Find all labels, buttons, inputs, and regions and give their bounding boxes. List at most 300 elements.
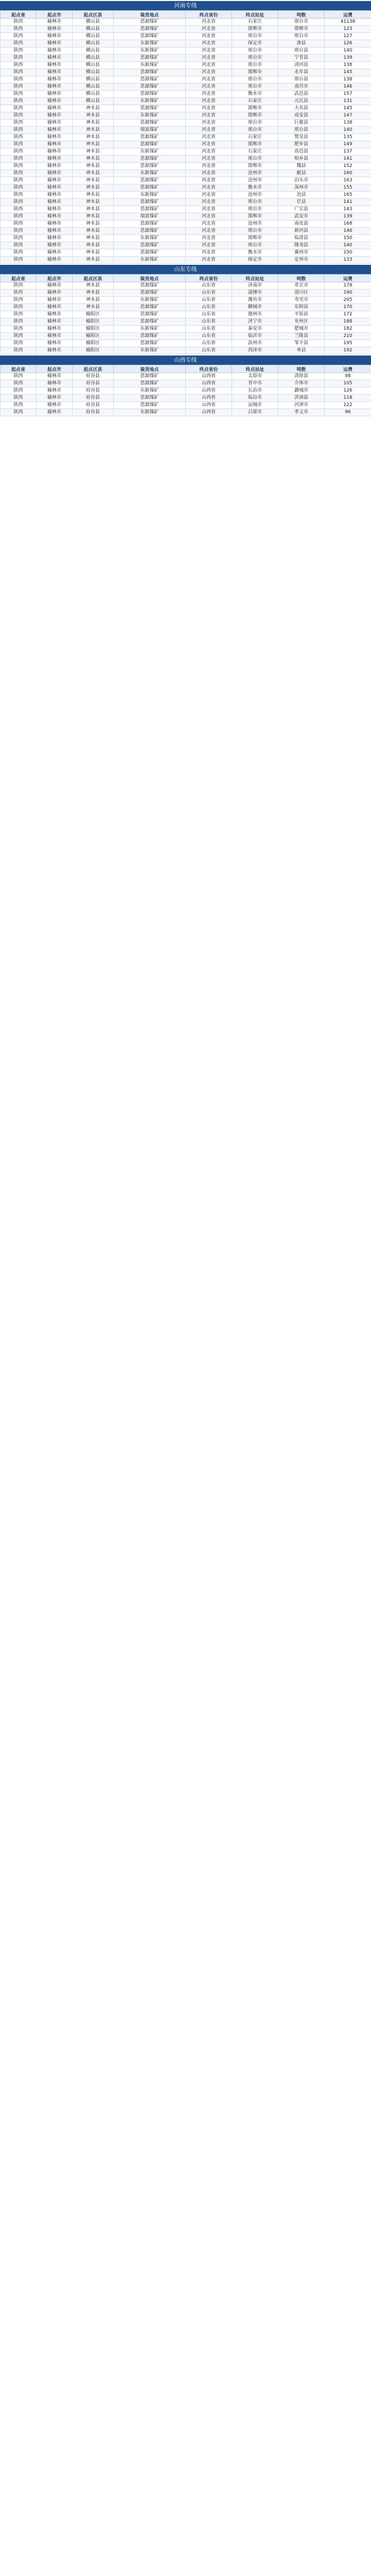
- table-cell: 陕西: [1, 19, 37, 26]
- table-cell: 陕西: [1, 163, 37, 170]
- table-cell: 河北省: [186, 76, 232, 83]
- column-header: 起点市: [37, 275, 73, 282]
- section-title: 河南专线: [0, 0, 371, 10]
- table-cell: 沧县: [278, 192, 325, 199]
- table-cell: 邢台市: [232, 76, 278, 83]
- table-cell: 131: [325, 98, 371, 105]
- table-cell: 122: [325, 402, 371, 409]
- table-cell: 邢台市: [232, 206, 278, 213]
- table-cell: 神木县: [73, 257, 114, 264]
- table-row: [1, 395, 371, 402]
- table-row: [1, 402, 371, 409]
- table-cell: 石家庄: [232, 98, 278, 105]
- table-cell: 陕西: [1, 76, 37, 83]
- table-cell: 陕西: [1, 47, 37, 55]
- table-cell: 思源煤矿: [114, 26, 186, 33]
- table-cell: 155: [325, 184, 371, 192]
- table-cell: 武安市: [278, 213, 325, 221]
- table-cell: 192: [325, 347, 371, 354]
- table-cell: 榆林市: [37, 304, 73, 311]
- table-cell: 邢台市: [278, 33, 325, 40]
- table-cell: 邢台市: [232, 33, 278, 40]
- table-cell: 147: [325, 112, 371, 120]
- table-cell: 元氏县: [278, 98, 325, 105]
- table-cell: 邯郸市: [232, 26, 278, 33]
- table-row: [1, 76, 371, 83]
- table-cell: 东新煤矿: [114, 98, 186, 105]
- table-row: [1, 127, 371, 134]
- table-cell: 143: [325, 206, 371, 213]
- table-cell: 118: [325, 395, 371, 402]
- table-cell: 思源煤矿: [114, 83, 186, 91]
- table-cell: 榆林市: [37, 297, 73, 304]
- table-row: [1, 333, 371, 340]
- table-cell: 横山县: [73, 98, 114, 105]
- table-cell: 东新煤矿: [114, 347, 186, 354]
- table-cell: 榆林市: [37, 257, 73, 264]
- table-cell: 榆林市: [37, 69, 73, 76]
- table-cell: 神木县: [73, 163, 114, 170]
- table-cell: 榆林市: [37, 120, 73, 127]
- table-cell: 神木县: [73, 290, 114, 297]
- table-cell: 榆林市: [37, 141, 73, 148]
- table-cell: 榆林市: [37, 192, 73, 199]
- table-cell: 河北省: [186, 55, 232, 62]
- table-cell: 邹平县: [278, 340, 325, 347]
- column-header: 运费: [325, 365, 371, 373]
- table-cell: 榆林市: [37, 282, 73, 290]
- table-cell: 河津市: [278, 402, 325, 409]
- table-cell: 山西省: [186, 373, 232, 380]
- table-cell: 陕西: [1, 134, 37, 141]
- table-cell: 定州市: [278, 257, 325, 264]
- table-cell: 河北省: [186, 40, 232, 47]
- table-row: [1, 120, 371, 127]
- table-cell: 府谷县: [73, 373, 114, 380]
- table-cell: 邯郸市: [232, 112, 278, 120]
- table-cell: 山东省: [186, 347, 232, 354]
- table-cell: 山东省: [186, 333, 232, 340]
- table-cell: 滨州市: [232, 340, 278, 347]
- table-cell: 126: [325, 387, 371, 395]
- table-cell: 山东省: [186, 326, 232, 333]
- table-cell: 泰安市: [232, 326, 278, 333]
- table-cell: 96: [325, 409, 371, 416]
- table-row: [1, 62, 371, 69]
- table-row: [1, 221, 371, 228]
- table-cell: 陕西: [1, 98, 37, 105]
- table-cell: 神木县: [73, 304, 114, 311]
- table-cell: 河北省: [186, 235, 232, 242]
- table-cell: 邢台市: [232, 55, 278, 62]
- table-cell: 晋中市: [232, 380, 278, 387]
- table-cell: 神木县: [73, 213, 114, 221]
- column-header: 终点站址: [232, 275, 278, 282]
- table-cell: 思源煤矿: [114, 380, 186, 387]
- table-cell: 河北省: [186, 257, 232, 264]
- table-cell: 127: [325, 33, 371, 40]
- table-cell: 126: [325, 40, 371, 47]
- table-cell: 介休市: [278, 380, 325, 387]
- table-cell: 榆林市: [37, 184, 73, 192]
- table-cell: 思源煤矿: [114, 242, 186, 249]
- table-cell: 138: [325, 62, 371, 69]
- table-cell: 河北省: [186, 47, 232, 55]
- table-cell: 陕西: [1, 184, 37, 192]
- table-cell: 榆林市: [37, 76, 73, 83]
- table-cell: 榆林市: [37, 83, 73, 91]
- table-cell: 赞皇县: [278, 134, 325, 141]
- table-cell: 献县: [278, 170, 325, 177]
- table-cell: 思源煤矿: [114, 395, 186, 402]
- table-cell: 保定市: [232, 257, 278, 264]
- table-row: [1, 290, 371, 297]
- table-cell: 神木县: [73, 184, 114, 192]
- table-cell: 榆林市: [37, 33, 73, 40]
- table-cell: 神木县: [73, 206, 114, 213]
- table-cell: 陕西: [1, 156, 37, 163]
- table-cell: 东新煤矿: [114, 257, 186, 264]
- table-cell: 隆尧县: [278, 242, 325, 249]
- table-cell: 思源煤矿: [114, 249, 186, 257]
- table-cell: 河北省: [186, 163, 232, 170]
- table-cell: 任县: [278, 199, 325, 206]
- table-row: [1, 206, 371, 213]
- table-cell: 榆林市: [37, 213, 73, 221]
- table-cell: 榆林市: [37, 228, 73, 235]
- table-cell: 武邑县: [278, 91, 325, 98]
- table-cell: 东新煤矿: [114, 387, 186, 395]
- table-cell: 广宗县: [278, 206, 325, 213]
- table-cell: 陕西: [1, 192, 37, 199]
- table-cell: 陕西: [1, 213, 37, 221]
- table-cell: 榆林市: [37, 112, 73, 120]
- table-cell: 兖州区: [278, 318, 325, 326]
- table-cell: 神木县: [73, 235, 114, 242]
- table-cell: 陕西: [1, 340, 37, 347]
- table-row: [1, 112, 371, 120]
- table-cell: 邢台市: [232, 228, 278, 235]
- table-cell: 山东省: [186, 304, 232, 311]
- table-cell: 陕西: [1, 311, 37, 318]
- table-cell: 东新煤矿: [114, 326, 186, 333]
- table-cell: 思源煤矿: [114, 228, 186, 235]
- table-cell: 思源煤矿: [114, 290, 186, 297]
- table-cell: 邢台县: [278, 127, 325, 134]
- table-row: [1, 297, 371, 304]
- table-cell: 石家庄: [232, 148, 278, 156]
- table-cell: 神木县: [73, 127, 114, 134]
- freight-table: [0, 274, 371, 354]
- column-header: 终点站址: [232, 365, 278, 373]
- table-cell: 140: [325, 127, 371, 134]
- table-cell: 肥城市: [278, 326, 325, 333]
- table-cell: 河北省: [186, 148, 232, 156]
- table-cell: 神木县: [73, 141, 114, 148]
- table-cell: 临沂市: [232, 333, 278, 340]
- table-cell: 思源煤矿: [114, 19, 186, 26]
- table-cell: 陕西: [1, 380, 37, 387]
- table-cell: 榆阳区: [73, 326, 114, 333]
- table-cell: 河北省: [186, 170, 232, 177]
- table-row: [1, 304, 371, 311]
- column-header: 终点省份: [186, 365, 232, 373]
- table-cell: 思源煤矿: [114, 134, 186, 141]
- column-header: 起点区县: [73, 11, 114, 19]
- table-cell: 157: [325, 91, 371, 98]
- table-cell: 陕西: [1, 409, 37, 416]
- column-header: 终点省份: [186, 275, 232, 282]
- table-row: [1, 55, 371, 62]
- table-cell: 石家庄: [232, 19, 278, 26]
- table-cell: 神木县: [73, 112, 114, 120]
- table-cell: 府谷县: [73, 380, 114, 387]
- column-header: 起点市: [37, 11, 73, 19]
- table-cell: 思源煤矿: [114, 206, 186, 213]
- table-cell: 东新煤矿: [114, 297, 186, 304]
- table-cell: 榆林市: [37, 409, 73, 416]
- table-cell: 陕西: [1, 206, 37, 213]
- table-cell: 神木县: [73, 105, 114, 112]
- table-cell: 清徐县: [278, 373, 325, 380]
- table-cell: 横山县: [73, 33, 114, 40]
- table-cell: 陕西: [1, 395, 37, 402]
- table-cell: 陕西: [1, 55, 37, 62]
- table-cell: 陕西: [1, 69, 37, 76]
- table-cell: 陕西: [1, 141, 37, 148]
- table-cell: 133: [325, 257, 371, 264]
- column-header: 终点站址: [232, 11, 278, 19]
- table-cell: 思源煤矿: [114, 282, 186, 290]
- table-cell: 临汾市: [232, 395, 278, 402]
- table-cell: 横山县: [73, 47, 114, 55]
- table-cell: 陕西: [1, 373, 37, 380]
- table-cell: 东新煤矿: [114, 47, 186, 55]
- table-cell: 河北省: [186, 69, 232, 76]
- table-cell: 成安县: [278, 112, 325, 120]
- table-cell: 榆林市: [37, 40, 73, 47]
- table-cell: 陕西: [1, 347, 37, 354]
- table-row: [1, 91, 371, 98]
- table-cell: 190: [325, 290, 371, 297]
- table-cell: 沧州市: [232, 221, 278, 228]
- table-cell: 榆林市: [37, 373, 73, 380]
- table-cell: 榆林市: [37, 170, 73, 177]
- table-cell: 山西省: [186, 395, 232, 402]
- table-cell: 榆林市: [37, 402, 73, 409]
- table-row: [1, 257, 371, 264]
- table-row: [1, 163, 371, 170]
- table-cell: 榆林市: [37, 235, 73, 242]
- table-cell: 巨鹿县: [278, 120, 325, 127]
- table-cell: 东阿县: [278, 304, 325, 311]
- table-cell: 运城市: [232, 402, 278, 409]
- table-cell: 思源煤矿: [114, 91, 186, 98]
- table-cell: 府谷县: [73, 395, 114, 402]
- table-cell: 榆林市: [37, 105, 73, 112]
- table-cell: 河北省: [186, 199, 232, 206]
- table-cell: 大名县: [278, 105, 325, 112]
- table-cell: 210: [325, 333, 371, 340]
- table-cell: 思源煤矿: [114, 340, 186, 347]
- table-cell: 魏县: [278, 163, 325, 170]
- table-cell: 榆林市: [37, 26, 73, 33]
- section-title: 山西专线: [0, 354, 371, 365]
- table-cell: 河北省: [186, 206, 232, 213]
- table-cell: 139: [325, 55, 371, 62]
- table-cell: 河北省: [186, 156, 232, 163]
- table-cell: 寿光市: [278, 297, 325, 304]
- table-cell: 榆阳区: [73, 347, 114, 354]
- table-cell: 140: [325, 242, 371, 249]
- column-header: 装货地点: [114, 11, 186, 19]
- table-cell: 榆林市: [37, 340, 73, 347]
- table-cell: 邢台县: [278, 47, 325, 55]
- table-cell: 冀州市: [278, 249, 325, 257]
- table-cell: 山西省: [186, 409, 232, 416]
- table-cell: 陕西: [1, 105, 37, 112]
- table-cell: 152: [325, 163, 371, 170]
- table-cell: 神木县: [73, 199, 114, 206]
- table-cell: 榆林市: [37, 395, 73, 402]
- column-header: 装货地点: [114, 365, 186, 373]
- table-cell: 陕西: [1, 83, 37, 91]
- table-cell: 思源煤矿: [114, 221, 186, 228]
- table-row: [1, 282, 371, 290]
- table-cell: 神木县: [73, 148, 114, 156]
- table-row: [1, 40, 371, 47]
- table-cell: 菏泽市: [232, 347, 278, 354]
- table-cell: 横山县: [73, 40, 114, 47]
- table-cell: 邢台市: [232, 120, 278, 127]
- table-cell: 思源煤矿: [114, 163, 186, 170]
- column-header: 终点省份: [186, 11, 232, 19]
- table-cell: 兰陵县: [278, 333, 325, 340]
- table-cell: 河北省: [186, 141, 232, 148]
- table-cell: 太原市: [232, 373, 278, 380]
- table-cell: 陕西: [1, 282, 37, 290]
- table-cell: 陕西: [1, 112, 37, 120]
- table-cell: 榆林市: [37, 91, 73, 98]
- table-cell: 榆林市: [37, 134, 73, 141]
- table-cell: 150: [325, 249, 371, 257]
- column-header: 吨数: [278, 11, 325, 19]
- table-cell: 思源煤矿: [114, 55, 186, 62]
- table-cell: 思源煤矿: [114, 156, 186, 163]
- table-cell: 陕西: [1, 91, 37, 98]
- table-cell: 邯郸市: [232, 213, 278, 221]
- freight-table: [0, 365, 371, 416]
- table-row: [1, 380, 371, 387]
- table-cell: 榆林市: [37, 206, 73, 213]
- table-cell: 沧州市: [232, 177, 278, 184]
- table-cell: 神木县: [73, 221, 114, 228]
- table-cell: 榆林市: [37, 242, 73, 249]
- table-cell: 孝义市: [278, 409, 325, 416]
- table-cell: 榆林市: [37, 62, 73, 69]
- table-cell: 河北省: [186, 242, 232, 249]
- table-cell: 邯郸市: [232, 105, 278, 112]
- table-cell: 泊头市: [278, 177, 325, 184]
- table-row: [1, 83, 371, 91]
- table-cell: 邯郸市: [278, 26, 325, 33]
- table-row: [1, 373, 371, 380]
- table-cell: 170: [325, 304, 371, 311]
- table-cell: 陕西: [1, 387, 37, 395]
- table-cell: 永年县: [278, 69, 325, 76]
- table-cell: 149: [325, 141, 371, 148]
- table-cell: 陕西: [1, 402, 37, 409]
- table-cell: 府谷县: [73, 402, 114, 409]
- table-cell: 陕西: [1, 120, 37, 127]
- table-cell: 山东省: [186, 318, 232, 326]
- table-cell: 神木县: [73, 282, 114, 290]
- table-cell: 141: [325, 199, 371, 206]
- table-cell: 清河县: [278, 62, 325, 69]
- table-cell: 河北省: [186, 134, 232, 141]
- table-cell: 东新煤矿: [114, 192, 186, 199]
- table-cell: 河北省: [186, 127, 232, 134]
- table-cell: 山东省: [186, 297, 232, 304]
- table-cell: 榆林市: [37, 19, 73, 26]
- table-row: [1, 347, 371, 354]
- table-cell: 141: [325, 156, 371, 163]
- table-cell: 陕西: [1, 26, 37, 33]
- table-cell: 146: [325, 228, 371, 235]
- column-header: 起点省: [1, 275, 37, 282]
- table-cell: 邢台市: [278, 19, 325, 26]
- table-cell: 石家庄: [232, 134, 278, 141]
- table-row: [1, 228, 371, 235]
- table-cell: 淄川区: [278, 290, 325, 297]
- table-cell: 陕西: [1, 326, 37, 333]
- table-cell: 205: [325, 297, 371, 304]
- table-cell: 沧州市: [232, 192, 278, 199]
- table-cell: 神木县: [73, 156, 114, 163]
- table-cell: 山西省: [186, 387, 232, 395]
- table-cell: 山东省: [186, 340, 232, 347]
- table-row: [1, 98, 371, 105]
- table-cell: 河北省: [186, 221, 232, 228]
- table-cell: 邢台市: [232, 83, 278, 91]
- table-cell: 章丘市: [278, 282, 325, 290]
- table-cell: 临漳县: [278, 235, 325, 242]
- table-cell: 陕西: [1, 249, 37, 257]
- table-row: [1, 26, 371, 33]
- table-cell: 神木县: [73, 177, 114, 184]
- table-cell: 神木县: [73, 297, 114, 304]
- table-cell: 山东省: [186, 311, 232, 318]
- table-cell: 榆林市: [37, 55, 73, 62]
- table-cell: 济南市: [232, 282, 278, 290]
- table-row: [1, 47, 371, 55]
- table-cell: 横山县: [73, 76, 114, 83]
- table-cell: 长治市: [232, 387, 278, 395]
- table-row: [1, 33, 371, 40]
- table-cell: 陕西: [1, 304, 37, 311]
- table-cell: 河北省: [186, 19, 232, 26]
- table-cell: 195: [325, 340, 371, 347]
- table-cell: 思源煤矿: [114, 333, 186, 340]
- table-cell: 150: [325, 235, 371, 242]
- table-cell: 思源煤矿: [114, 199, 186, 206]
- table-cell: 陕西: [1, 235, 37, 242]
- table-cell: 146: [325, 83, 371, 91]
- table-cell: 河北省: [186, 26, 232, 33]
- table-cell: 邯郸市: [232, 69, 278, 76]
- table-cell: 陕西: [1, 242, 37, 249]
- table-cell: 邢台市: [232, 199, 278, 206]
